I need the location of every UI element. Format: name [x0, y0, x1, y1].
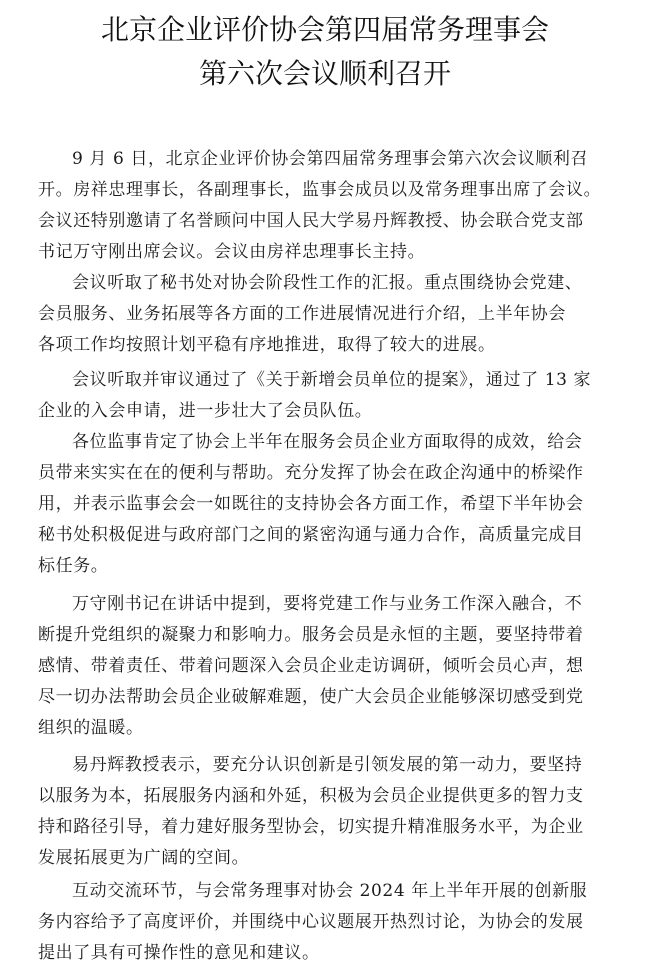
paragraph-line: 互动交流环节，与会常务理事对协会 2024 年上半年开展的创新服 — [72, 881, 588, 901]
paragraph-3 — [38, 365, 628, 427]
paragraph-line: 开。房祥忠理事长，各副理事长，监事会成员以及常务理事出席了会议。 — [38, 180, 602, 200]
paragraph-4 — [38, 427, 628, 582]
paragraph-line: 易丹辉教授表示，要充分认识创新是引领发展的第一动力，要坚持 — [72, 755, 583, 775]
paragraph-line: 持和路径引导，着力建好服务型协会，切实提升精准服务水平，为企业 — [38, 817, 584, 837]
paragraph-line: 务内容给予了高度评价，并围绕中心议题展开热烈讨论，为协会的发展 — [38, 912, 584, 932]
paragraph-line: 尽一切办法帮助会员企业破解难题，使广大会员企业能够深切感受到党 — [38, 687, 584, 707]
paragraph-line: 用，并表示监事会会一如既往的支持协会各方面工作，希望下半年协会 — [38, 494, 584, 514]
paragraph-line: 各位监事肯定了协会上半年在服务会员企业方面取得的成效，给会 — [72, 432, 583, 452]
paragraph-line: 书记万守刚出席会议。会议由房祥忠理事长主持。 — [38, 242, 426, 262]
paragraph-7 — [38, 876, 628, 969]
paragraph-line: 万守刚书记在讲话中提到，要将党建工作与业务工作深入融合，不 — [72, 594, 583, 614]
paragraph-line: 企业的入会申请，进一步壮大了会员队伍。 — [38, 401, 373, 421]
article-title-line-2: 第六次会议顺利召开 — [198, 57, 451, 90]
paragraph-line: 会议还特别邀请了名誉顾问中国人民大学易丹辉教授、协会联合党支部 — [38, 211, 584, 231]
paragraph-line: 提出了具有可操作性的意见和建议。 — [38, 943, 320, 963]
paragraph-line: 会员服务、业务拓展等各方面的工作进展情况进行介绍，上半年协会 — [38, 304, 566, 324]
paragraph-line: 9 月 6 日，北京企业评价协会第四届常务理事会第六次会议顺利召 — [72, 149, 589, 169]
paragraph-line: 会议听取了秘书处对协会阶段性工作的汇报。重点围绕协会党建、 — [72, 273, 583, 293]
paragraph-1 — [38, 144, 628, 268]
paragraph-line: 断提升党组织的凝聚力和影响力。服务会员是永恒的主题，要坚持带着 — [38, 625, 584, 645]
paragraph-line: 组织的温暖。 — [38, 718, 144, 738]
paragraph-line: 感情、带着责任、带着问题深入会员企业走访调研，倾听会员心声，想 — [38, 656, 584, 676]
paragraph-line: 各项工作均按照计划平稳有序地推进，取得了较大的进展。 — [38, 335, 496, 355]
paragraph-line: 标任务。 — [38, 556, 109, 576]
paragraph-line: 员带来实实在在的便利与帮助。充分发挥了协会在政企沟通中的桥梁作 — [38, 463, 584, 483]
paragraph-line: 以服务为本，拓展服务内涵和外延，积极为会员企业提供更多的智力支 — [38, 786, 584, 806]
paragraph-5 — [38, 589, 628, 744]
paragraph-line: 会议听取并审议通过了《关于新增会员单位的提案》，通过了 13 家 — [72, 370, 592, 390]
paragraph-line: 发展拓展更为广阔的空间。 — [38, 848, 250, 868]
article-title-line-1: 北京企业评价协会第四届常务理事会 — [100, 13, 549, 46]
paragraph-6 — [38, 750, 628, 874]
paragraph-2 — [38, 268, 628, 361]
paragraph-line: 秘书处积极促进与政府部门之间的紧密沟通与通力合作，高质量完成目 — [38, 525, 584, 545]
